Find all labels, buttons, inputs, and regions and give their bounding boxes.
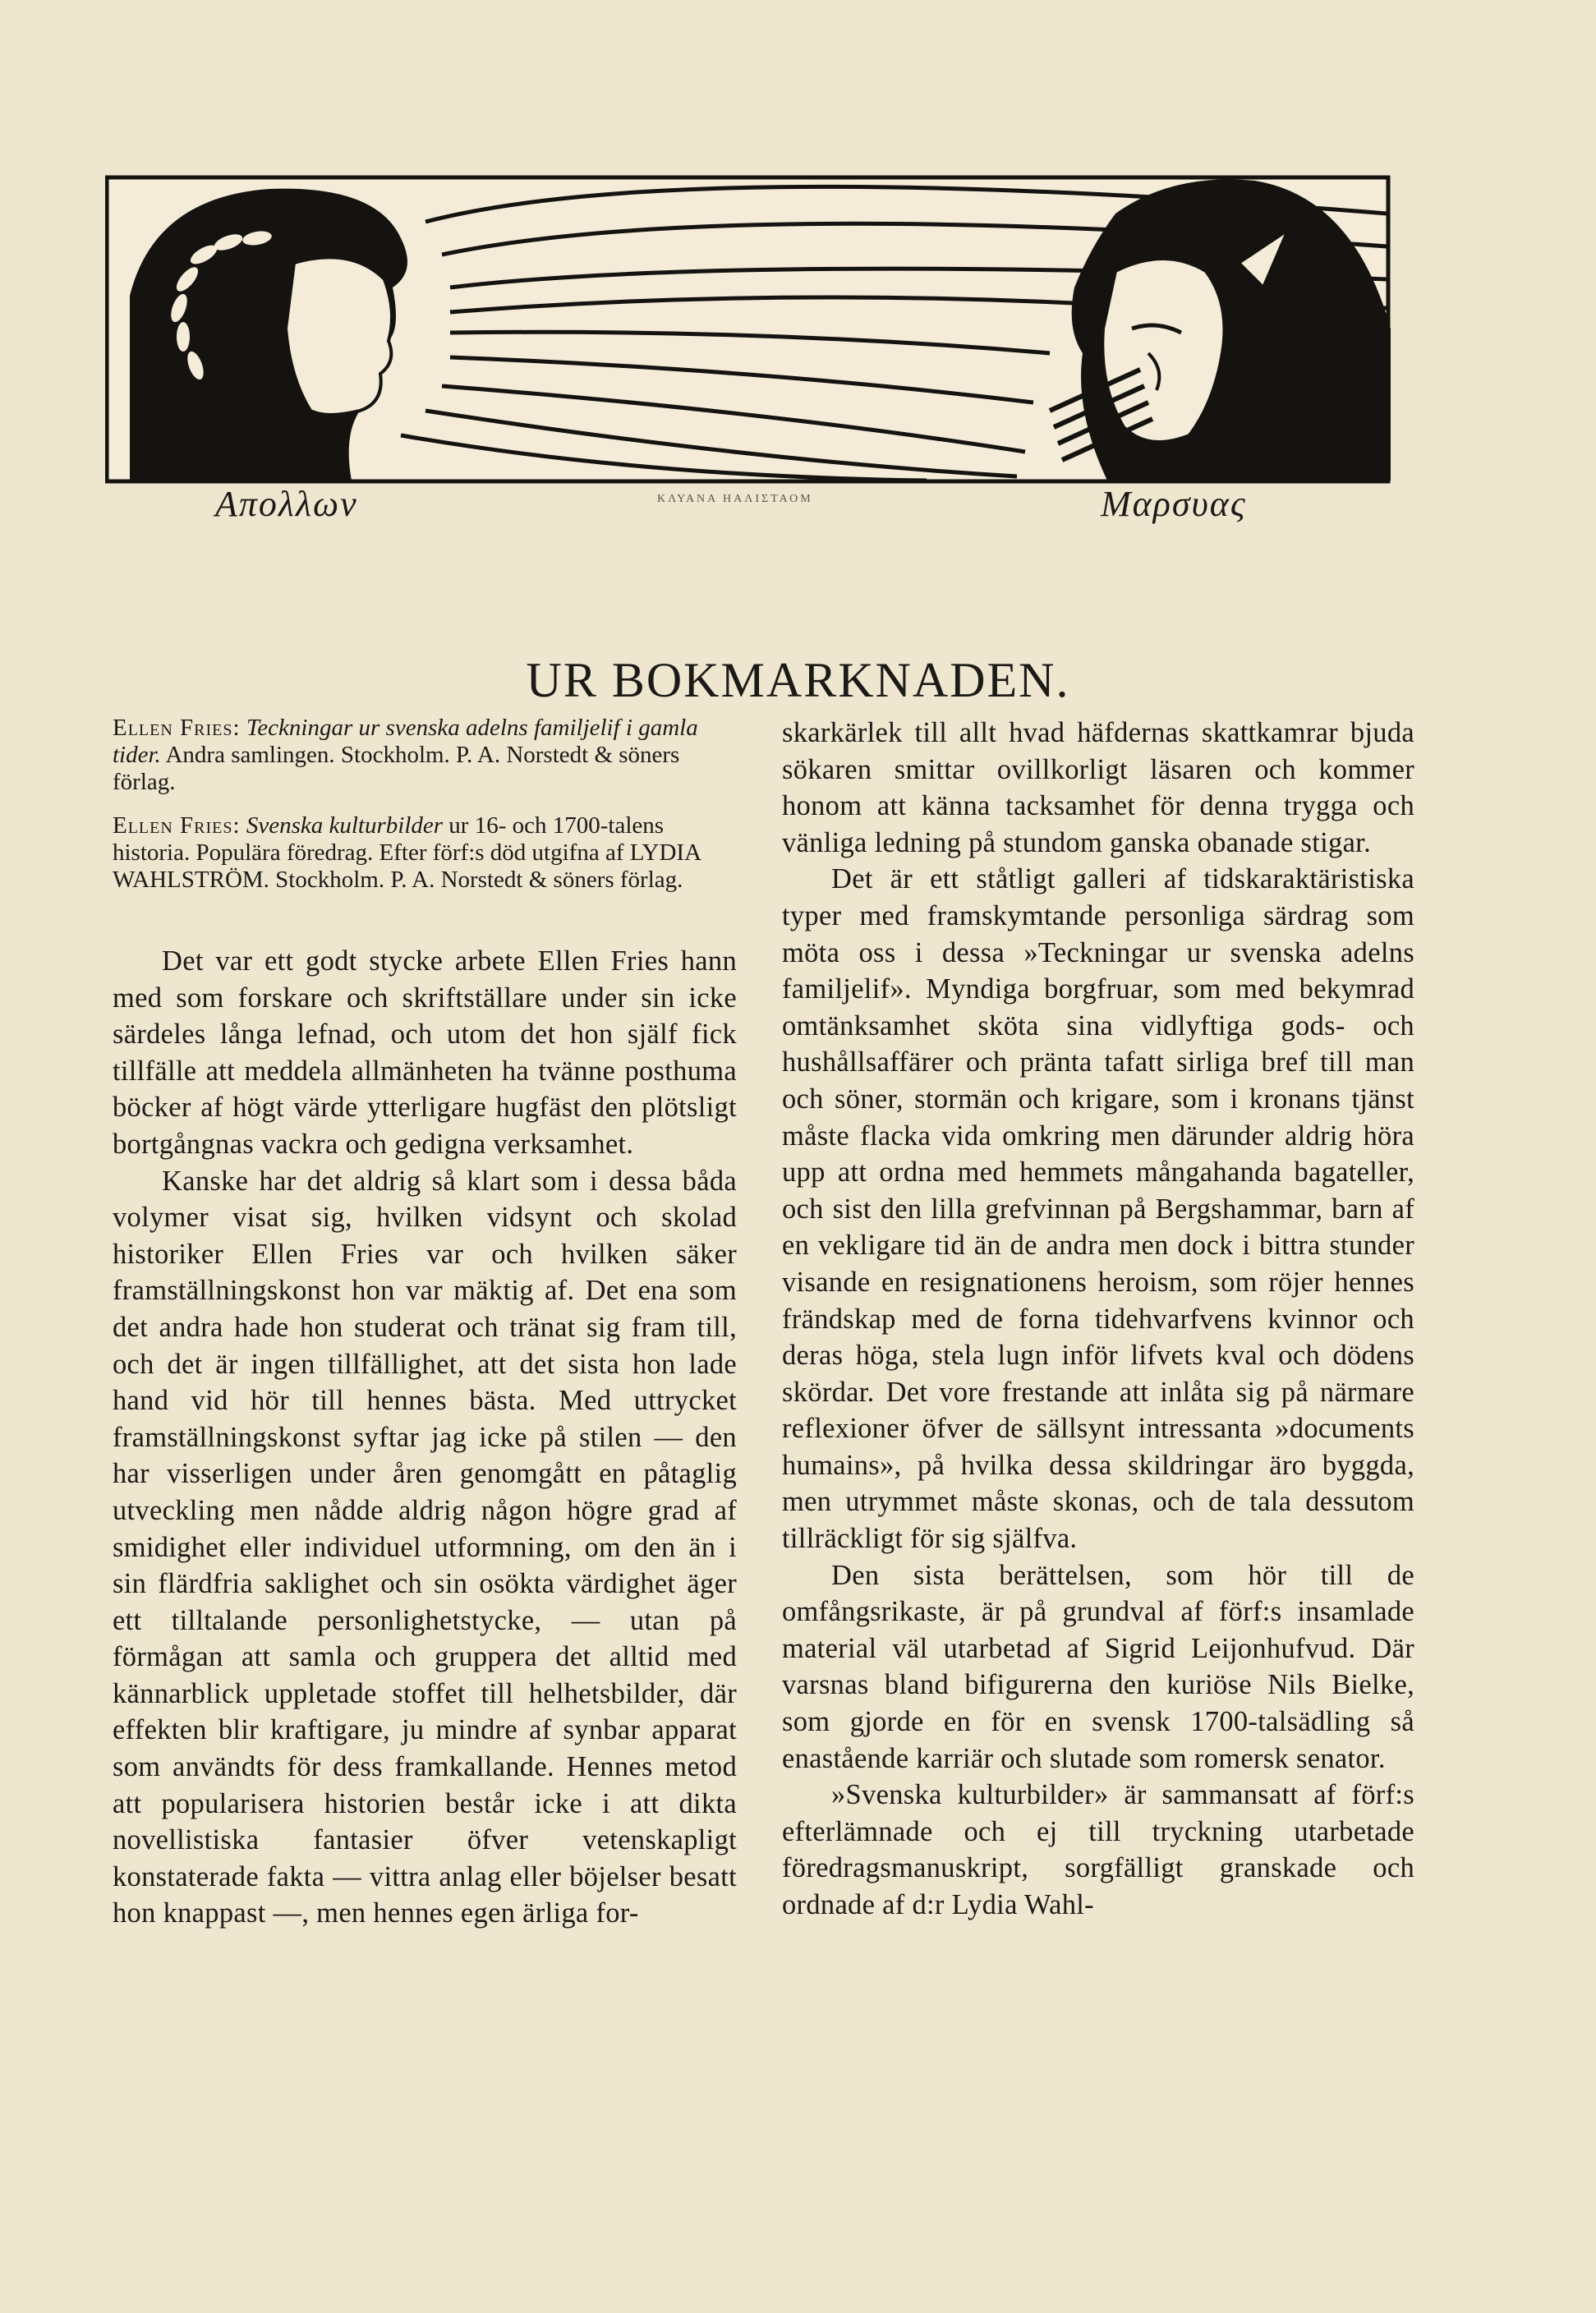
bibliography-book-title: Teckningar ur svenska adelns familjelif i gamla tider. (113, 715, 698, 768)
bibliography-entry-2 (113, 812, 737, 894)
left-column (113, 715, 737, 1932)
caption-apollo: Απολλων (215, 484, 358, 524)
bibliography-book-title: Svenska kulturbilder (246, 812, 444, 839)
bibliography-author: Ellen Fries: (113, 715, 241, 741)
paragraph: skarkärlek till allt hvad häfdernas skattkamrar bjuda sökaren smittar ovillkorligt läsaren och kommer honom att känna tacksamhet för denna trygga och vänliga ledning på stundom ganska obanade stigar. (782, 717, 1414, 858)
page-title: UR BOKMARKNADEN. (526, 653, 1070, 708)
right-column (782, 715, 1414, 1924)
bibliography-author: Ellen Fries: (113, 812, 241, 839)
paragraph: Det är ett ståtligt galleri af tidskaraktäristiska typer med framskymtande personliga särdrag som möta oss i dessa »Teckningar ur svenska adelns familjelif». Myndiga borgfruar, som med bekymrad omtänksamhet sköta sina vidlyftiga gods- och hushållsaffärer och pränta tafatt sirliga bref till man och söner, stormän och krigare, som i kronans tjänst måste flacka vida omkring men därunder aldrig höra upp att ordna med hemmets mångahanda bagateller, och sist den lilla grefvinnan på Bergshammar, barn af en vekligare tid än de andra men dock i bittra stunder visande en resignationens heroism, som röjer hennes frändskap med de forna tidehvarfvens kvinnor och deras höga, stela lugn inför lifvets kval och dödens skördar. Det vore frestande att inlåta sig på närmare reflexioner öfver de sällsynt intressanta »documents humains», på hvilka dessa skildringar äro byggda, men utrymmet måste skonas, och de tala dessutom tillräckligt för sig själfva. (782, 863, 1414, 1555)
bibliography-details: ur 16- och 1700-talens historia. Populära föredrag. Efter förf:s död utgifna af LYDIA WAHLSTRÖM. Stockholm. P. A. Norstedt & söners förlag. (113, 812, 701, 893)
paragraph: Kanske har det aldrig så klart som i dessa båda volymer visat sig, hvilken vidsynt och skolad historiker Ellen Fries var och hvilken säker framställningskonst hon var mäktig af. Det ena som det andra hade hon studerat och tränat sig fram till, och det är ingen tillfällighet, att det sista hon lade hand vid hör till hennes bästa. Med uttrycket framställningskonst syftar jag icke på stilen — den har visserligen under åren genomgått en påtaglig utveckling men nådde aldrig någon högre grad af smidighet eller individuel utformning, om den än i sin flärdfria saklighet och sin osökta värdighet äger ett tilltalande personlighetstycke, — utan på förmågan att samla och gruppera det alltid med kännarblick uppletade stoffet till helhetsbilder, där effekten blir kraftigare, ju mindre af synbar apparat som användts för dess framkallande. Hennes metod att popularisera historien består icke i att dikta novellistiska fantasier öfver vetenskapligt konstaterade fakta — vittra anlag eller böjelser besatt hon knappast —, men hennes egen ärliga for- (113, 1165, 737, 1929)
paragraph: »Svenska kulturbilder» är sammansatt af förf:s efterlämnade och ej till tryckning utarbetade föredragsmanuskript, sorgfälligt granskade och ordnade af d:r Lydia Wahl- (782, 1779, 1414, 1920)
caption-signature: ΚΛΥΑΝΑ ΗΑΛΙΣΤΑΟΜ (657, 493, 813, 505)
header-illustration (105, 164, 1391, 489)
paragraph: Det var ett godt stycke arbete Ellen Fries hann med som forskare och skriftställare under sin icke särdeles långa lefnad, och utom det hon själf fick tillfälle att meddela allmänheten ha tvänne posthuma böcker af högt värde ytterligare hugfäst den plötsligt bortgångnas vackra och gedigna verksamhet. (113, 945, 737, 1160)
caption-marsyas: Μαρσυας (1101, 484, 1247, 524)
apollo-marsyas-woodcut (105, 164, 1391, 489)
bibliography-details: Andra samlingen. Stockholm. P. A. Norstedt & söners förlag. (113, 742, 680, 795)
paragraph: Den sista berättelsen, som hör till de omfångsrikaste, är på grundval af förf:s insamlade material väl utarbetad af Sigrid Leijonhufvud. Där varsnas bland bifigurerna den kuriöse Nils Bielke, som gjorde en för en svensk 1700-talsädling så enastående karriär och slutade som romersk senator. (782, 1559, 1414, 1774)
bibliography-entry-1 (113, 715, 737, 796)
